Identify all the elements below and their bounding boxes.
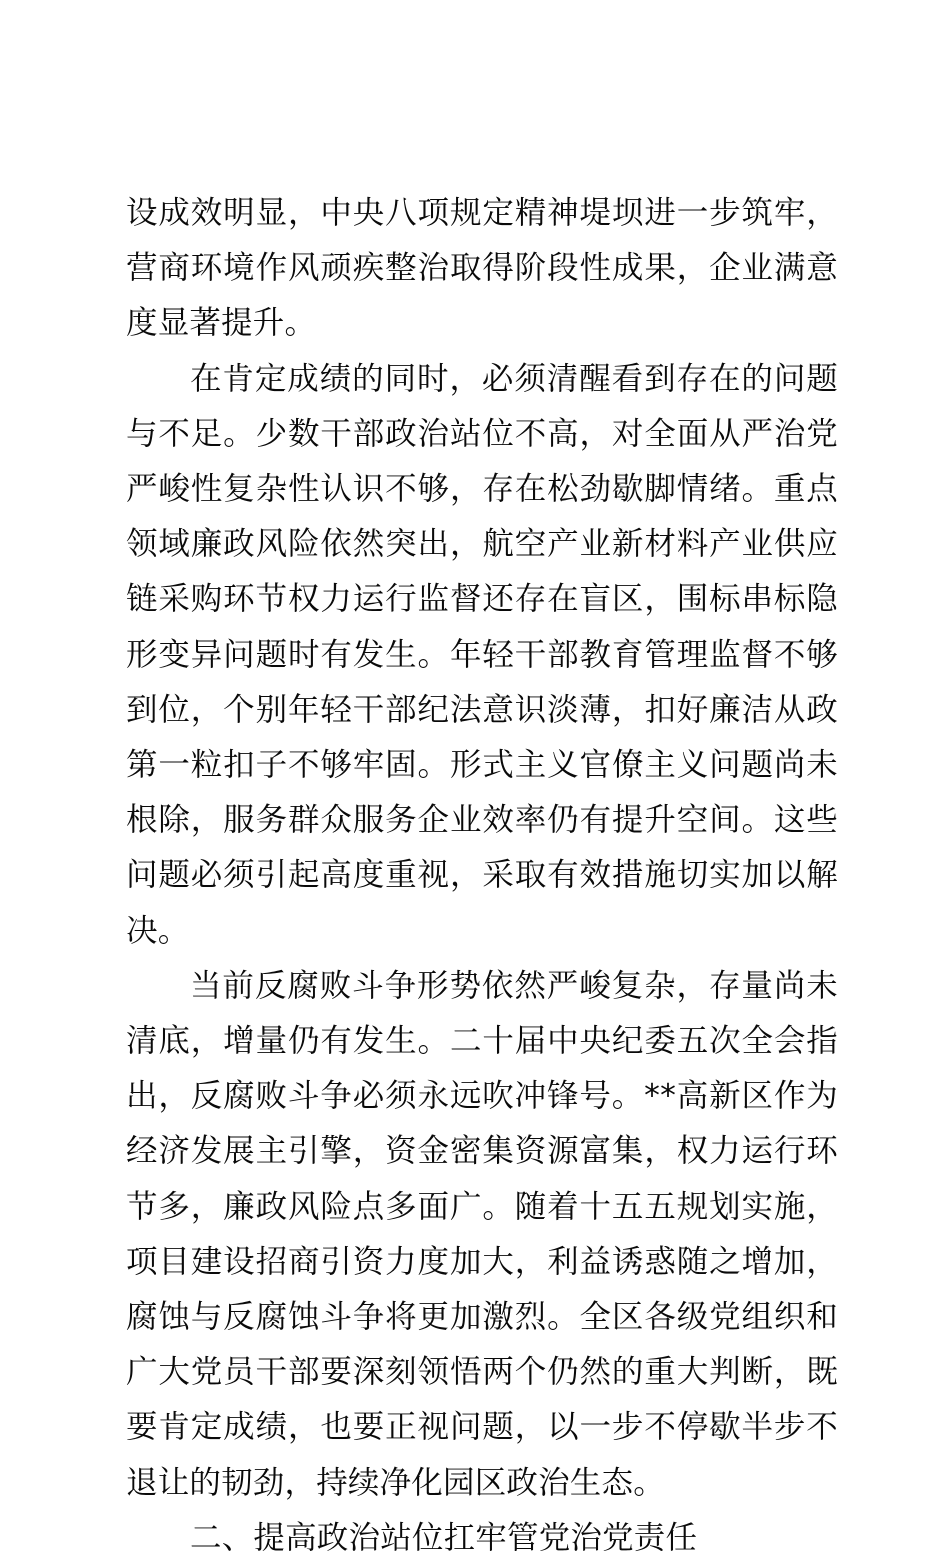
paragraph-1: 设成效明显，中央八项规定精神堤坝进一步筑牢，营商环境作风顽疾整治取得阶段性成果，企业满意度显著提升。 <box>126 195 838 342</box>
section-heading-2: 二、提高政治站位扛牢管党治党责任 <box>190 1519 698 1556</box>
paragraph-3: 当前反腐败斗争形势依然严峻复杂，存量尚未清底，增量仍有发生。二十届中央纪委五次全会指出，反腐败斗争必须永远吹冲锋号。**高新区作为经济发展主引擎，资金密集资源富集，权力运行环节多，廉政风险点多面广。随着十五五规划实施，项目建设招商引资力度加大，利益诱惑随之增加，腐蚀与反腐蚀斗争将更加激烈。全区各级党组织和广大党员干部要深刻领悟两个仍然的重大判断，既要肯定成绩，也要正视问题，以一步不停歇半步不退让的韧劲，持续净化园区政治生态。 <box>126 967 838 1501</box>
document-body <box>126 186 838 1566</box>
paragraph-2: 在肯定成绩的同时，必须清醒看到存在的问题与不足。少数干部政治站位不高，对全面从严治党严峻性复杂性认识不够，存在松劲歇脚情绪。重点领域廉政风险依然突出，航空产业新材料产业供应链采购环节权力运行监督还存在盲区，围标串标隐形变异问题时有发生。年轻干部教育管理监督不够到位，个别年轻干部纪法意识淡薄，扣好廉洁从政第一粒扣子不够牢固。形式主义官僚主义问题尚未根除，服务群众服务企业效率仍有提升空间。这些问题必须引起高度重视，采取有效措施切实加以解决。 <box>126 360 838 949</box>
